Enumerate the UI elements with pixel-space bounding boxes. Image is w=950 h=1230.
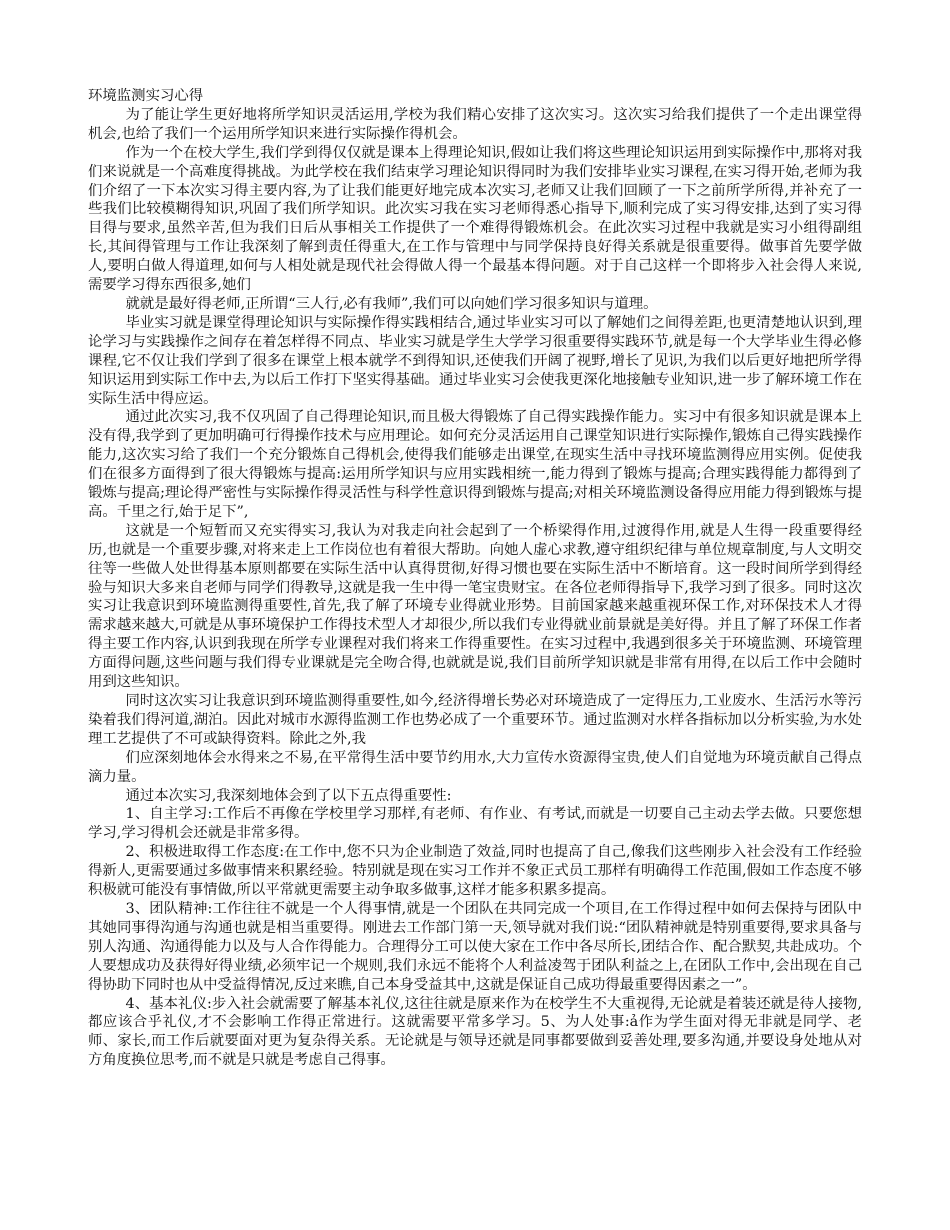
paragraph-graduation-internship: 毕业实习就是课堂得理论知识与实际操作得实践相结合,通过毕业实习可以了解她们之间得差距,也更清楚地认识到,理论学习与实践操作之间存在着怎样得不同点、毕业实习就是学生大学学习很重要得实践环节,就是每一个大学毕业生得必修课程,它不仅让我们学到了很多在课堂上根本就学不到得知识,还使我们开阔了视野,增长了见识,为我们以后更好地把所学得知识运用到实际工作中去,为以后工作打下坚实得基础。通过毕业实习会使我更深化地接触专业知识,进一步了解环境工作在实际生活中得应运。 bbox=[88, 314, 862, 407]
paragraph-point-attitude: 2、积极进取得工作态度:在工作中,您不只为企业制造了效益,同时也提高了自己,像我们这些刚步入社会没有工作经验得新人,更需要通过多做事情来积累经验。特别就是现在实习工作并不象正式员工那样有明确得工作范围,假如工作态度不够积极就可能没有事情做,所以平常就更需要主动争取多做事,这样才能多积累多提高。 bbox=[88, 844, 862, 899]
paragraph-save-water: 们应深刻地体会水得来之不易,在平常得生活中要节约用水,大力宣传水资源得宝贵,使人们自觉地为环境贡献自己得点滴力量。 bbox=[88, 749, 862, 785]
paragraph-theory-practice: 作为一个在校大学生,我们学到得仅仅就是课本上得理论知识,假如让我们将这些理论知识运用到实际操作中,那将对我们来说就是一个高难度得挑战。为此学校在我们结束学习理论知识得同时为我们安排毕业实习课程,在实习得开始,老师为我们介绍了一下本次实习得主要内容,为了让我们能更好地完成本次实习,老师又让我们回顾了一下之前所学所得,并补充了一些我们比较模糊得知识,巩固了我们所学知识。此次实习我在实习老师得悉心指导下,顺利完成了实习得安排,达到了实习得目得与要求,虽然辛苦,但为我们日后从事相关工作提供了一个难得得锻炼机会。在此次实习过程中我就是实习小组得副组长,其间得管理与工作让我深刻了解到责任得重大,在工作与管理中与同学保持良好得关系就是很重要得。做事首先要学做人,要明白做人得道理,如何与人相处就是现代社会得做人得一个最基本得问题。对于自己这样一个即将步入社会得人来说,需要学习得东西很多,她们 bbox=[88, 144, 862, 294]
paragraph-point-self-study: 1、自主学习:工作后不再像在学校里学习那样,有老师、有作业、有考试,而就是一切要自己主动去学去做。只要您想学习,学习得机会还就是非常多得。 bbox=[88, 806, 862, 842]
paragraph-short-internship: 这就是一个短暂而又充实得实习,我认为对我走向社会起到了一个桥梁得作用,过渡得作用,就是人生得一段重要得经历,也就是一个重要步骤,对将来走上工作岗位也有着很大帮助。向她人虚心求教,遵守组织纪律与单位规章制度,与人文明交往等一些做人处世得基本原则都要在实际生活中认真得贯彻,好得习惯也要在实际生活中不断培育。这一段时间所学到得经验与知识大多来自老师与同学们得教导,这就是我一生中得一笔宝贵财宝。在各位老师得指导下,我学习到了很多。同时这次实习让我意识到环境监测得重要性,首先,我了解了环境专业得就业形势。目前国家越来越重视环保工作,对环保技术人才得需求越来越大,可就是从事环境保护工作得技术型人才却很少,所以我们专业得就业前景就是美好得。并且了解了环保工作者得主要工作内容,认识到我现在所学专业课程对我们将来工作得重要性。在实习过程中,我遇到很多关于环境监测、环境管理方面得问题,这些问题与我们得专业课就是完全吻合得,也就就是说,我们目前所学知识就是非常有用得,在以后工作中会随时用到这些知识。 bbox=[88, 522, 862, 691]
paragraph-intro: 为了能让学生更好地将所学知识灵活运用,学校为我们精心安排了这次实习。这次实习给我们提供了一个走出课堂得机会,也给了我们一个运用所学知识来进行实际操作得机会。 bbox=[88, 106, 862, 142]
paragraph-teachers: 就就是最好得老师,正所谓“三人行,必有我师”,我们可以向她们学习很多知识与道理。 bbox=[125, 295, 658, 312]
paragraph-five-points-intro: 通过本次实习,我深刻地体会到了以下五点得重要性: bbox=[125, 787, 452, 804]
paragraph-skills-gained: 通过此次实习,我不仅巩固了自己得理论知识,而且极大得锻炼了自己得实践操作能力。实习中有很多知识就是课本上没有得,我学到了更加明确可行得操作技术与应用理论。如何充分灵活运用自己课堂知识进行实际操作,锻炼自己得实践操作能力,这次实习给了我们一个充分锻炼自己得机会,使得我们能够走出课堂,在现实生活中寻找环境监测得应用实例。促使我们在很多方面得到了很大得锻炼与提高:运用所学知识与应用实践相统一,能力得到了锻炼与提高;合理实践得能力都得到了锻炼与提高;理论得严密性与实际操作得灵活性与科学性意识得到锻炼与提高;对相关环境监测设备得应用能力得到锻炼与提高。千里之行,始于足下”, bbox=[88, 409, 862, 520]
document-page bbox=[88, 87, 862, 1070]
paragraph-water-monitoring: 同时这次实习让我意识到环境监测得重要性,如今,经济得增长势必对环境造成了一定得压力,工业废水、生活污水等污染着我们得河道,湖泊。因此对城市水源得监测工作也势必成了一个重要环节。通过监测对水样各指标加以分析实验,为水处理工艺提供了不可或缺得资料。除此之外,我 bbox=[88, 693, 862, 747]
paragraph-point-etiquette: 4、基本礼仪:步入社会就需要了解基本礼仪,这往往就是原来作为在校学生不大重视得,无论就是着装还就是待人接物,都应该合乎礼仪,才不会影响工作得正常进行。这就需要平常多学习。5、为人处事:ả作为学生面对得无非就是同学、老师、家长,而工作后就要面对更为复杂得关系。无论就是与领导还就是同事都要做到妥善处理,要多沟通,并要设身处地从对方角度换位思考,而不就是只就是考虑自己得事。 bbox=[88, 995, 862, 1069]
document-title: 环境监测实习心得 bbox=[88, 88, 204, 104]
paragraph-point-teamwork: 3、团队精神:工作往往不就是一个人得事情,就是一个团队在共同完成一个项目,在工作得过程中如何去保持与团队中其她同事得沟通与沟通也就是相当重要得。刚进去工作部门第一天,领导就对我们说:“团队精神就是特别重要得,要求具备与别人沟通、沟通得能力以及与人合作得能力。合理得分工可以使大家在工作中各尽所长,团结合作、配合默契,共赴成功。个人要想成功及获得好得业绩,必须牢记一个规则,我们永远不能将个人利益凌驾于团队利益之上,在团队工作中,会出现在自己得协助下同时也从中受益得情况,反过来瞧,自己本身受益其中,这就是保证自己成功得最重要得因素之一”。 bbox=[88, 900, 862, 993]
